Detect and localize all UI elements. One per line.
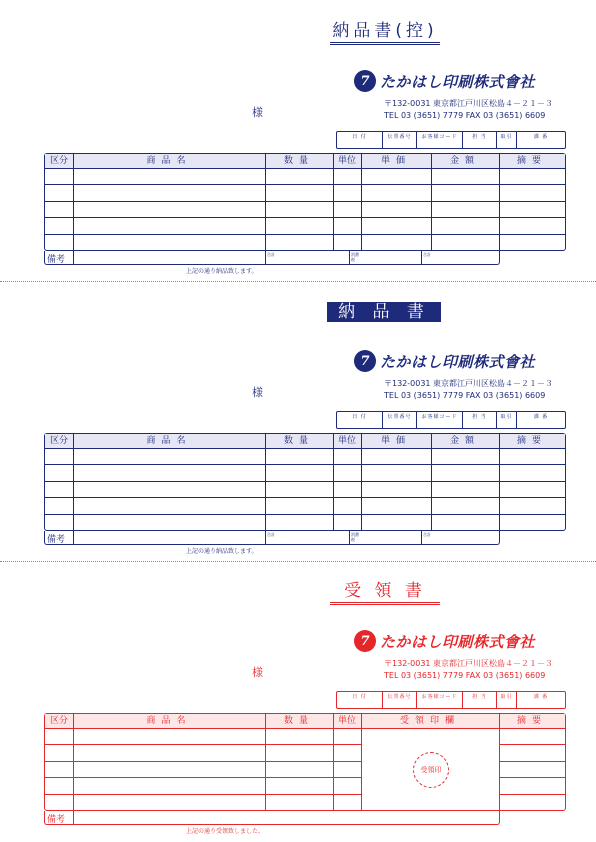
col-item: 商品名 (146, 436, 192, 446)
col-kubun: 区分 (49, 436, 68, 446)
col-unit: 単位 (337, 716, 356, 726)
company-name: たかはし印刷株式會社 (380, 352, 536, 371)
total-label: 合計 (423, 532, 431, 537)
total-label: 合計 (423, 252, 431, 257)
remarks-row (44, 531, 500, 545)
col-unit: 単位 (337, 156, 356, 166)
company-logo (354, 68, 535, 94)
meta-date: 日 付 (337, 132, 383, 148)
company-logo (354, 628, 535, 654)
remarks-label: 備考 (47, 255, 66, 265)
meta-section: 課 番 (533, 414, 549, 420)
meta-header-row (336, 691, 566, 709)
meta-slip-number: 伝票番号 (383, 412, 417, 428)
col-kubun: 区分 (49, 716, 68, 726)
meta-staff: 担 当 (463, 692, 497, 708)
remarks-row (44, 811, 500, 825)
meta-slip-number: 伝票番号 (383, 132, 417, 148)
logo-mark-icon: 7 (354, 350, 376, 372)
receipt-stamp: 受領印 (413, 752, 449, 788)
meta-date: 日 付 (337, 412, 383, 428)
company-address: 〒132-0031 東京都江戸川区松島４－２１－３ (384, 659, 554, 668)
section-title: 受 領 書 (330, 580, 440, 605)
col-amount: 金額 (449, 156, 480, 166)
col-seal: 受領印欄 (399, 716, 460, 726)
company-phone: TEL 03 (3651) 7779 FAX 03 (3651) 6609 (384, 671, 546, 680)
delivery-slip-copy-section (0, 0, 596, 280)
meta-customer-code: お客様コード (417, 692, 463, 708)
subtotal-label: 合計 (267, 532, 275, 537)
logo-mark-icon: 7 (354, 630, 376, 652)
items-table (44, 433, 566, 531)
company-phone: TEL 03 (3651) 7779 FAX 03 (3651) 6609 (384, 391, 546, 400)
items-table (44, 153, 566, 251)
meta-staff: 担 当 (463, 412, 497, 428)
col-price: 単価 (380, 436, 411, 446)
section-title: 納品書(控) (330, 20, 440, 45)
col-unit: 単位 (337, 436, 356, 446)
col-remarks: 摘要 (516, 716, 547, 726)
delivery-note: 上記の通り納品致します。 (186, 268, 258, 275)
meta-trade: 取引 (497, 692, 517, 708)
col-remarks: 摘要 (516, 436, 547, 446)
meta-header-row (336, 131, 566, 149)
items-table (44, 713, 566, 811)
meta-trade: 取引 (497, 412, 517, 428)
meta-customer-code: お客様コード (417, 412, 463, 428)
meta-date: 日 付 (337, 692, 383, 708)
remarks-label: 備考 (47, 535, 66, 545)
col-item: 商品名 (146, 156, 192, 166)
col-qty: 数量 (283, 716, 314, 726)
delivery-slip-section (0, 280, 596, 560)
recipient-suffix: 様 (252, 386, 263, 399)
company-phone: TEL 03 (3651) 7779 FAX 03 (3651) 6609 (384, 111, 546, 120)
subtotal-label: 合計 (267, 252, 275, 257)
section-title: 納 品 書 (327, 302, 441, 322)
col-remarks: 摘要 (516, 156, 547, 166)
recipient-suffix: 様 (252, 106, 263, 119)
col-kubun: 区分 (49, 156, 68, 166)
col-item: 商品名 (146, 716, 192, 726)
col-qty: 数量 (283, 436, 314, 446)
tax-label: 消費税 (351, 532, 359, 542)
meta-customer-code: お客様コード (417, 132, 463, 148)
receipt-note: 上記の通り受領致しました。 (186, 828, 265, 835)
tax-label: 消費税 (351, 252, 359, 262)
meta-trade: 取引 (497, 132, 517, 148)
meta-header-row (336, 411, 566, 429)
remarks-label: 備考 (47, 815, 66, 825)
recipient-suffix: 様 (252, 666, 263, 679)
meta-section: 課 番 (533, 134, 549, 140)
meta-section: 課 番 (533, 694, 549, 700)
company-address: 〒132-0031 東京都江戸川区松島４－２１－３ (384, 379, 554, 388)
col-price: 単価 (380, 156, 411, 166)
col-amount: 金額 (449, 436, 480, 446)
delivery-note: 上記の通り納品致します。 (186, 548, 258, 555)
company-name: たかはし印刷株式會社 (380, 632, 536, 651)
company-name: たかはし印刷株式會社 (380, 72, 536, 91)
col-qty: 数量 (283, 156, 314, 166)
meta-staff: 担 当 (463, 132, 497, 148)
meta-slip-number: 伝票番号 (383, 692, 417, 708)
logo-mark-icon: 7 (354, 70, 376, 92)
receipt-section (0, 560, 596, 840)
company-address: 〒132-0031 東京都江戸川区松島４－２１－３ (384, 99, 554, 108)
remarks-row (44, 251, 500, 265)
company-logo (354, 348, 535, 374)
